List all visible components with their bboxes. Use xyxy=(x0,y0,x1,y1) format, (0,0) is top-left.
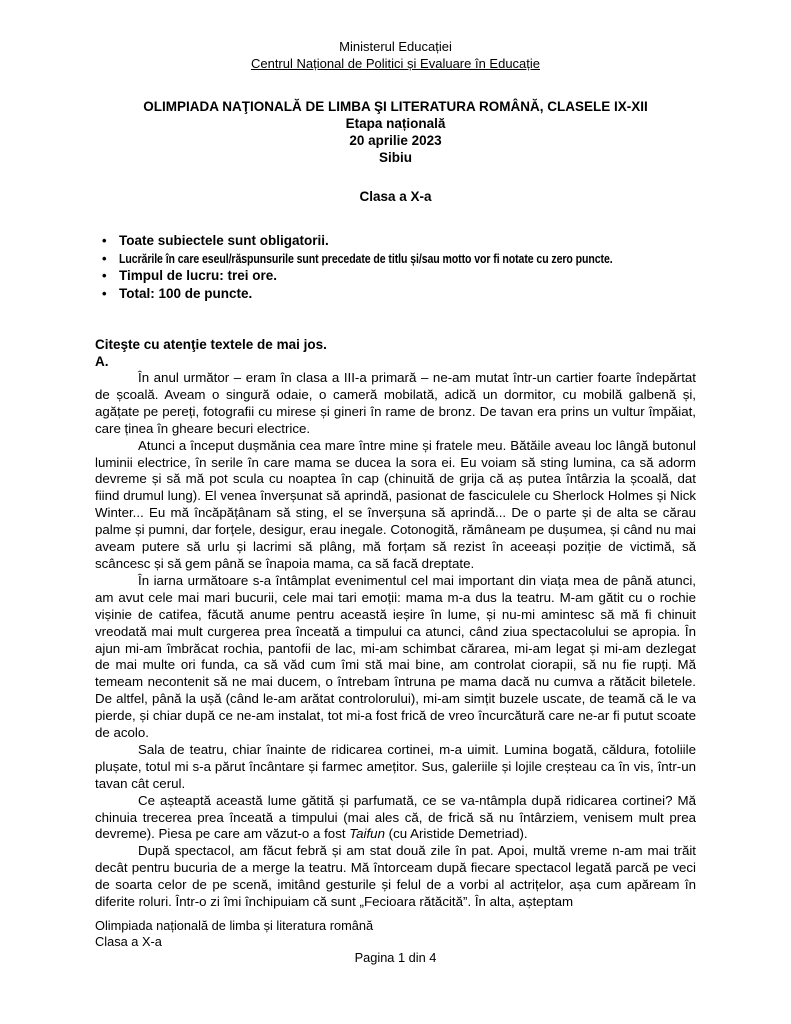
exam-title: OLIMPIADA NAŢIONALĂ DE LIMBA ŞI LITERATURA ROMÂNĂ, CLASELE IX-XII xyxy=(143,99,648,114)
title-block xyxy=(95,98,696,166)
page-number: Pagina 1 din 4 xyxy=(354,950,437,965)
play-title-italic: Taifun xyxy=(349,826,385,842)
instruction-text: Lucrările în care eseul/răspunsurile sunt precedate de titlu și/sau motto vor fi notate cu zero puncte. xyxy=(119,250,613,266)
document-footer xyxy=(95,918,696,966)
exam-stage: Etapa națională xyxy=(345,116,446,131)
instruction-text: Toate subiectele sunt obligatorii. xyxy=(119,233,329,248)
literary-text xyxy=(95,370,696,911)
reading-instruction: Citeşte cu atenţie textele de mai jos. xyxy=(95,337,327,352)
paragraph-5-before: Ce așteaptă această lume gătită și parfumată, ce se va-ntâmpla după ridicarea cortinei? Mă chinuia trecerea prea înceată a timpului (mai ales că, de frică să nu întârziem, venisem mult prea devreme). Piesa pe care am văzut-o a fost xyxy=(95,792,696,842)
text-paragraph-1: În anul următor – eram în clasa a III-a primară – ne-am mutat într-un cartier foarte îndepărtat de școală. Aveam o singură odaie, o cameră mobilată, adică un dormitor, cu mobilă galbenă și, agățate pe pereți, fotografii cu mirese și gineri în rame de bronz. De tavan era prins un vultur împăiat, care ținea în gheare becuri electrice. xyxy=(95,370,696,436)
instruction-item-4 xyxy=(95,285,696,303)
bullet-icon: • xyxy=(102,233,107,248)
paragraph-5-after: (cu Aristide Demetriad). xyxy=(384,826,528,842)
text-paragraph-4: Sala de teatru, chiar înainte de ridicarea cortinei, m-a uimit. Lumina bogată, căldura, fotoliile plușate, totul mi s-a părut încântare și farmec amețitor. Sus, galeriile și lojile creșteau ca în vis, într-un tavan cât cerul. xyxy=(95,741,696,791)
bullet-icon: • xyxy=(102,268,107,283)
footer-class-line: Clasa a X-a xyxy=(95,934,162,949)
ministry-line: Ministerul Educației xyxy=(339,39,452,54)
exam-city: Sibiu xyxy=(379,150,412,165)
instruction-item-2 xyxy=(95,250,696,268)
bullet-icon: • xyxy=(102,285,107,301)
instruction-item-3 xyxy=(95,267,696,285)
text-paragraph-5 xyxy=(95,793,696,844)
document-header xyxy=(95,38,696,72)
section-label: A. xyxy=(95,354,109,369)
instruction-text: Total: 100 de puncte. xyxy=(119,285,253,301)
exam-date: 20 aprilie 2023 xyxy=(349,133,442,148)
text-paragraph-2: Atunci a început dușmănia cea mare între mine și fratele meu. Bătăile aveau loc lângă butonul luminii electrice, în serile în care mama se ducea la sora ei. Eu voiam să sting lumina, ca să adorm devreme și să mă pot scula cu noaptea în cap (chinuită de grija că aș putea întârzia la școală, dat fiind drumul lung). El venea înverșunat să aprindă, pasionat de fasciculele cu Sherlock Holmes și Nick Winter... Eu mă încăpățânam să sting, el se înverșuna să aprindă... De o parte și de alta se cărau palme și pumni, dar forțele, desigur, erau inegale. Cotonogită, rămâneam pe dușumea, și când nu mai aveam putere să urlu și lacrimi să plâng, mă forțam să rezist în aceeași poziție de victimă, să scâncesc și să gem până se înapoia mama, ca să facă dreptate. xyxy=(95,437,696,571)
instruction-text: Timpul de lucru: trei ore. xyxy=(119,268,278,283)
footer-olympiad-line: Olimpiada națională de limba și literatura română xyxy=(95,918,374,933)
text-paragraph-3: În iarna următoare s-a întâmplat evenimentul cel mai important din viața mea de până atunci, am avut cele mai mari bucurii, cele mai tari emoții: mama m-a dus la teatru. M-am gătit cu o rochie vișinie de catifea, făcută anume pentru această ieșire în lume, și nu-mi amintesc să mă fi chinuit vreodată mai mult curgerea prea înceată a timpului ca atunci, când ziua spectacolului se apropia. În ajun mi-am îmbrăcat rochia, pantofii de lac, mi-am schimbat cărarea, mi-am legat și mi-am dezlegat de mai multe ori funda, ca să văd cum îmi stă mai bine, am controlat ciorapii, să nu fie rupți. Mă temeam necontenit să ne mai ducem, o întrebam întruna pe mama dacă nu cumva a rătăcit biletele. De altfel, până la ușă (când le-am arătat controlorului), mi-am simțit buzele uscate, de teamă că le va pierde, și chiar după ce ne-am instalat, tot mi-a fost frică de vreo încurcătură care ne-ar fi putut scoate de acolo. xyxy=(95,572,696,741)
text-paragraph-6: După spectacol, am făcut febră și am stat două zile în pat. Apoi, multă vreme n-am mai trăit decât pentru bucuria de a merge la teatru. Mă întorceam după fiecare spectacol legată parcă pe veci de soarta celor de pe scenă, imitând gesturile și felul de a vorbi al actrițelor, așa cum apăream în diferite roluri. Într-o zi îmi închipuiam că sunt „Fecioara rătăcită”. În alta, așteptam xyxy=(95,843,696,910)
instructions-list xyxy=(95,232,696,302)
center-line: Centrul Național de Politici și Evaluare în Educație xyxy=(250,56,541,71)
class-title: Clasa a X-a xyxy=(359,189,432,204)
bullet-icon: • xyxy=(102,250,107,266)
instruction-item-1 xyxy=(95,232,696,250)
